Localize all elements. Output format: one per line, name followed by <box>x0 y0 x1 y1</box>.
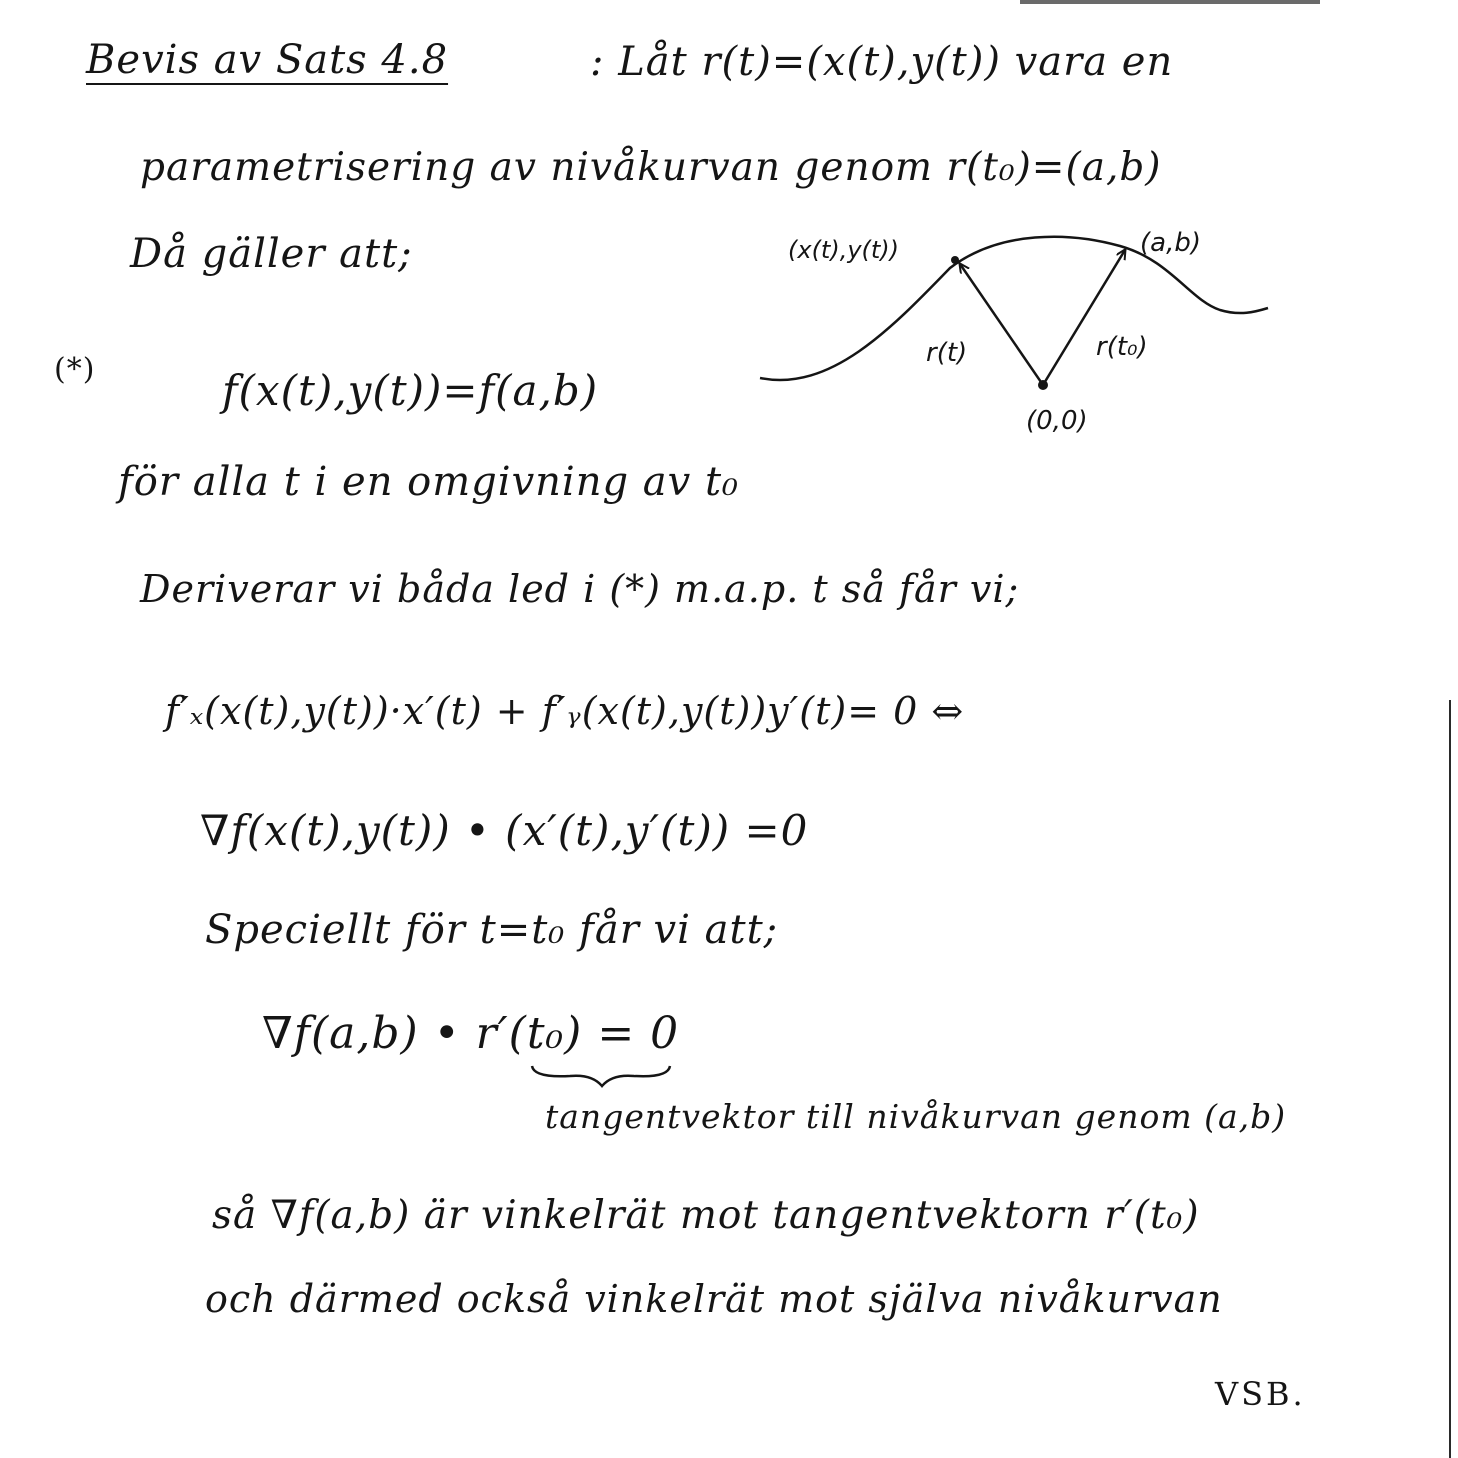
scan-edge-top <box>1020 0 1320 4</box>
label-origin: (0,0) <box>1026 406 1088 436</box>
underbrace <box>530 1062 680 1092</box>
equation-1: f(x(t),y(t))=f(a,b) <box>222 366 599 415</box>
vsb-mark: VSB. <box>1215 1375 1306 1413</box>
proof-line-4: för alla t i en omgivning av t₀ <box>118 459 740 505</box>
equation-2: f′ₓ(x(t),y(t))·x′(t) + f′ᵧ(x(t),y(t))y′(t)= 0 ⇔ <box>165 689 965 733</box>
proof-line-2: parametrisering av nivåkurvan genom r(t₀)=(a,b) <box>140 145 1162 190</box>
proof-line-7: så ∇f(a,b) är vinkelrät mot tangentvektorn r′(t₀) <box>212 1193 1200 1238</box>
label-point-t: (x(t),y(t)) <box>788 236 900 264</box>
equation-3: ∇f(x(t),y(t)) • (x′(t),y′(t)) =0 <box>200 806 809 855</box>
proof-line-1: : Låt r(t)=(x(t),y(t)) vara en <box>590 39 1174 85</box>
proof-line-8: och därmed också vinkelrät mot själva nivåkurvan <box>205 1277 1223 1321</box>
vector-r-t <box>960 264 1043 385</box>
star-label: (*) <box>54 352 96 387</box>
proof-line-3: Då gäller att; <box>130 231 413 277</box>
origin-dot <box>1038 380 1048 390</box>
proof-line-5: Deriverar vi båda led i (*) m.a.p. t så får vi; <box>140 567 1020 611</box>
point-t-dot <box>951 256 959 264</box>
scan-edge-right <box>1449 700 1451 1458</box>
label-vector-r-t: r(t) <box>926 338 968 368</box>
proof-line-6: Speciellt för t=t₀ får vi att; <box>205 907 779 953</box>
equation-4: ∇f(a,b) • r′(t₀) = 0 <box>262 1008 680 1059</box>
label-point-ab: (a,b) <box>1140 228 1201 258</box>
tangent-note: tangentvektor till nivåkurvan genom (a,b) <box>545 1097 1287 1136</box>
vector-r-t0 <box>1043 250 1125 385</box>
label-vector-r-t0: r(t₀) <box>1096 332 1148 362</box>
proof-heading: Bevis av Sats 4.8 <box>86 37 449 83</box>
